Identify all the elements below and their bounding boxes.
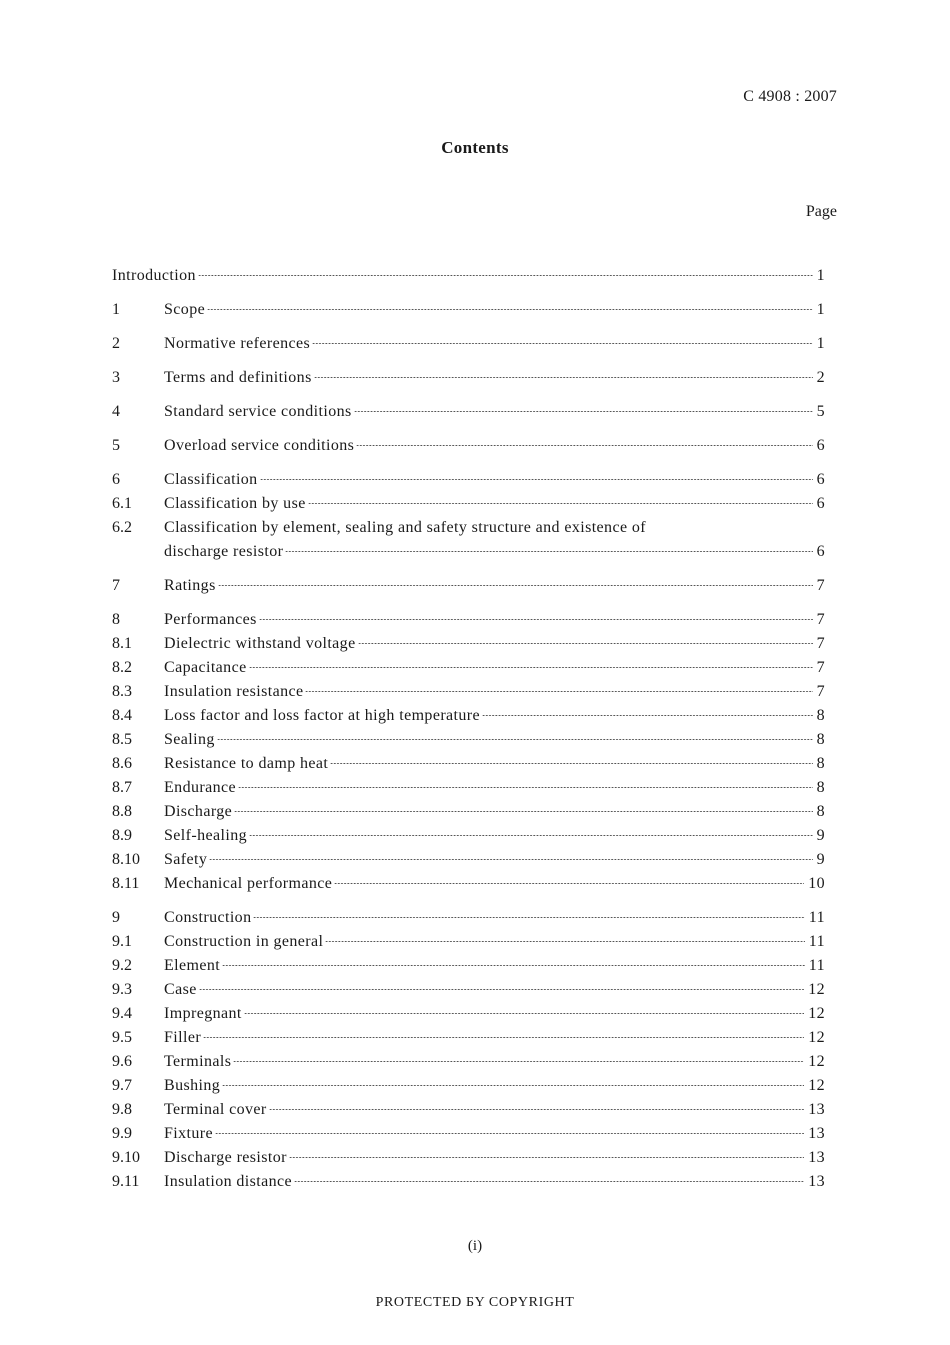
toc-entry-page: 5 [816, 403, 825, 420]
toc-entry[interactable] [112, 516, 825, 540]
toc-section [112, 468, 825, 564]
toc-entry-title: Fixture [164, 1125, 214, 1142]
toc-entry-page: 12 [808, 1077, 825, 1094]
toc-section [112, 400, 825, 424]
dot-leader [269, 1109, 805, 1110]
toc-entry-title: Discharge [164, 803, 233, 820]
toc-section [112, 608, 825, 896]
toc-entry-number: 9.1 [112, 933, 132, 950]
toc-entry-page: 12 [808, 1053, 825, 1070]
page-title: Contents [441, 138, 509, 157]
page-column-heading: Page [805, 203, 837, 220]
toc-entry-page: 1 [816, 335, 825, 352]
toc-entry-page: 7 [816, 611, 825, 628]
toc-entry-page: 8 [816, 731, 825, 748]
toc-entry-title: Mechanical performance [164, 875, 333, 892]
dot-leader [198, 275, 813, 276]
dot-leader [217, 739, 813, 740]
toc-entry[interactable] [112, 332, 825, 356]
dot-leader [203, 1037, 804, 1038]
toc-entry-page: 6 [816, 471, 825, 488]
toc-entry[interactable] [112, 954, 825, 978]
toc-entry-number: 9.4 [112, 1005, 132, 1022]
toc-entry-number: 8.10 [112, 851, 140, 868]
toc-entry[interactable] [112, 1146, 825, 1170]
toc-entry-number: 9.9 [112, 1125, 132, 1142]
table-of-contents [112, 264, 825, 1204]
toc-entry-number: 8.7 [112, 779, 132, 796]
toc-entry-continuation[interactable] [112, 540, 825, 564]
toc-entry-page: 9 [816, 851, 825, 868]
dot-leader [305, 691, 812, 692]
toc-entry[interactable] [112, 632, 825, 656]
toc-entry[interactable] [112, 656, 825, 680]
toc-entry-number: 2 [112, 335, 120, 352]
toc-entry-page: 6 [816, 437, 825, 454]
toc-entry-number: 6 [112, 471, 120, 488]
toc-entry-page: 9 [816, 827, 825, 844]
toc-entry[interactable] [112, 800, 825, 824]
dot-leader [358, 643, 813, 644]
toc-entry-number: 9.6 [112, 1053, 132, 1070]
toc-entry[interactable] [112, 906, 825, 930]
toc-entry-title: Discharge resistor [164, 1149, 287, 1166]
toc-entry-page: 13 [808, 1101, 825, 1118]
toc-entry-number: 9.3 [112, 981, 132, 998]
toc-entry-title: Bushing [164, 1077, 221, 1094]
dot-leader [330, 763, 812, 764]
toc-entry[interactable] [112, 728, 825, 752]
toc-entry[interactable] [112, 366, 825, 390]
toc-entry-page: 6 [816, 495, 825, 512]
toc-entry-number: 8.1 [112, 635, 132, 652]
toc-entry-page: 11 [808, 933, 825, 950]
toc-entry-number: 6.1 [112, 495, 132, 512]
toc-entry-page: 8 [816, 707, 825, 724]
toc-entry-title: Case [164, 981, 197, 998]
toc-entry-number: 8.5 [112, 731, 132, 748]
toc-entry-page: 6 [816, 543, 825, 560]
toc-entry-title: Insulation resistance [164, 683, 304, 700]
toc-entry-page: 7 [816, 659, 825, 676]
toc-entry[interactable] [112, 1122, 825, 1146]
dot-leader [218, 585, 813, 586]
toc-entry-title: Safety [164, 851, 208, 868]
dot-leader [285, 551, 812, 552]
toc-section [112, 332, 825, 356]
toc-entry-number: 8 [112, 611, 120, 628]
toc-entry-title: Performances [164, 611, 257, 628]
toc-entry[interactable] [112, 680, 825, 704]
toc-entry-number: 4 [112, 403, 120, 420]
toc-entry-title: Construction [164, 909, 252, 926]
toc-entry[interactable] [112, 492, 825, 516]
toc-entry-title: Terminal cover [164, 1101, 267, 1118]
toc-entry[interactable] [112, 1170, 825, 1194]
toc-entry-number: 8.8 [112, 803, 132, 820]
toc-entry-title: Standard service conditions [164, 403, 352, 420]
dot-leader [244, 1013, 804, 1014]
toc-entry-page: 1 [816, 267, 825, 284]
toc-entry-page: 7 [816, 577, 825, 594]
toc-entry[interactable] [112, 264, 825, 288]
toc-entry[interactable] [112, 434, 825, 458]
toc-entry-page: 13 [808, 1173, 825, 1190]
dot-leader [259, 619, 813, 620]
toc-entry[interactable] [112, 468, 825, 492]
dot-leader [249, 835, 813, 836]
dot-leader [249, 667, 813, 668]
toc-entry[interactable] [112, 1098, 825, 1122]
dot-leader [312, 343, 812, 344]
toc-entry[interactable] [112, 608, 825, 632]
toc-entry-page: 8 [816, 779, 825, 796]
dot-leader [294, 1181, 804, 1182]
toc-entry[interactable] [112, 978, 825, 1002]
dot-leader [207, 309, 812, 310]
toc-entry-number: 9.10 [112, 1149, 140, 1166]
toc-entry-number: 8.6 [112, 755, 132, 772]
toc-entry-number: 6.2 [112, 519, 132, 536]
toc-section [112, 906, 825, 1194]
toc-entry[interactable] [112, 704, 825, 728]
toc-entry[interactable] [112, 574, 825, 598]
toc-entry-title: Filler [164, 1029, 202, 1046]
toc-entry-page: 12 [808, 981, 825, 998]
toc-entry-number: 9.8 [112, 1101, 132, 1118]
dot-leader [314, 377, 813, 378]
toc-entry-number: 8.11 [112, 875, 140, 892]
dot-leader [222, 1085, 804, 1086]
toc-entry[interactable] [112, 400, 825, 424]
dot-leader [356, 445, 812, 446]
toc-entry-number: 9.11 [112, 1173, 140, 1190]
toc-entry-page: 1 [816, 301, 825, 318]
dot-leader [253, 917, 804, 918]
copyright-notice: PROTECTED БY COPYRIGHT [375, 1295, 575, 1310]
toc-entry-title: Element [164, 957, 221, 974]
toc-entry-page: 13 [808, 1149, 825, 1166]
toc-entry-number: 8.4 [112, 707, 132, 724]
dot-leader [354, 411, 813, 412]
toc-entry[interactable] [112, 930, 825, 954]
dot-leader [222, 965, 805, 966]
toc-entry-page: 13 [808, 1125, 825, 1142]
toc-entry[interactable] [112, 872, 825, 896]
toc-entry-page: 12 [808, 1005, 825, 1022]
toc-entry-title: Endurance [164, 779, 237, 796]
dot-leader [209, 859, 812, 860]
dot-leader [482, 715, 813, 716]
toc-entry-page: 8 [816, 803, 825, 820]
toc-entry-title: Resistance to damp heat [164, 755, 329, 772]
toc-entry-title: Classification [164, 471, 258, 488]
toc-entry-title: Terms and definitions [164, 369, 312, 386]
toc-entry-page: 2 [816, 369, 825, 386]
dot-leader [289, 1157, 804, 1158]
toc-entry-number: 9.5 [112, 1029, 132, 1046]
toc-entry-number: 9.7 [112, 1077, 132, 1094]
toc-entry-number: 8.2 [112, 659, 132, 676]
toc-entry[interactable] [112, 776, 825, 800]
toc-entry-title: Ratings [164, 577, 216, 594]
toc-entry-page: 10 [808, 875, 825, 892]
toc-entry-title: Impregnant [164, 1005, 242, 1022]
toc-entry-page: 7 [816, 683, 825, 700]
dot-leader [325, 941, 804, 942]
dot-leader [215, 1133, 804, 1134]
toc-section [112, 574, 825, 598]
dot-leader [260, 479, 813, 480]
toc-entry-title: Sealing [164, 731, 215, 748]
toc-entry-number: 8.9 [112, 827, 132, 844]
toc-entry-page: 12 [808, 1029, 825, 1046]
dot-leader [238, 787, 813, 788]
toc-entry-title: Capacitance [164, 659, 247, 676]
toc-section [112, 298, 825, 322]
toc-entry[interactable] [112, 1002, 825, 1026]
toc-entry[interactable] [112, 752, 825, 776]
toc-section [112, 366, 825, 390]
toc-section [112, 434, 825, 458]
toc-entry-title: Scope [164, 301, 206, 318]
toc-entry-title: Classification by element, sealing and safety structure and existence of [164, 519, 646, 536]
toc-entry-number: 1 [112, 301, 120, 318]
toc-entry-title: Normative references [164, 335, 311, 352]
dot-leader [308, 503, 813, 504]
toc-entry-page: 8 [816, 755, 825, 772]
dot-leader [334, 883, 804, 884]
toc-entry-page: 7 [816, 635, 825, 652]
toc-entry-number: 7 [112, 577, 120, 594]
dot-leader [234, 811, 812, 812]
toc-entry-title: Terminals [164, 1053, 232, 1070]
toc-entry-page: 11 [808, 909, 825, 926]
toc-entry[interactable] [112, 848, 825, 872]
toc-entry-page: 11 [808, 957, 825, 974]
toc-section [112, 264, 825, 288]
toc-entry-title: Dielectric withstand voltage [164, 635, 356, 652]
toc-entry-title: Overload service conditions [164, 437, 355, 454]
footer-page-number: (i) [467, 1238, 483, 1254]
toc-entry[interactable] [112, 298, 825, 322]
toc-entry-title: Classification by use [164, 495, 306, 512]
dot-leader [233, 1061, 804, 1062]
toc-entry-number: 5 [112, 437, 120, 454]
toc-entry[interactable] [112, 1050, 825, 1074]
toc-entry-title: Insulation distance [164, 1173, 293, 1190]
toc-entry-number: 8.3 [112, 683, 132, 700]
toc-entry[interactable] [112, 1026, 825, 1050]
toc-entry-number: 9 [112, 909, 120, 926]
dot-leader [199, 989, 804, 990]
toc-entry[interactable] [112, 824, 825, 848]
document-id: C 4908 : 2007 [743, 88, 837, 105]
toc-entry-number: 9.2 [112, 957, 132, 974]
toc-entry[interactable] [112, 1074, 825, 1098]
toc-entry-number: 3 [112, 369, 120, 386]
toc-entry-title: Self-healing [164, 827, 247, 844]
toc-entry-title: discharge resistor [164, 543, 284, 560]
toc-entry-title: Introduction [112, 267, 196, 284]
toc-entry-title: Loss factor and loss factor at high temperature [164, 707, 481, 724]
toc-entry-title: Construction in general [164, 933, 324, 950]
